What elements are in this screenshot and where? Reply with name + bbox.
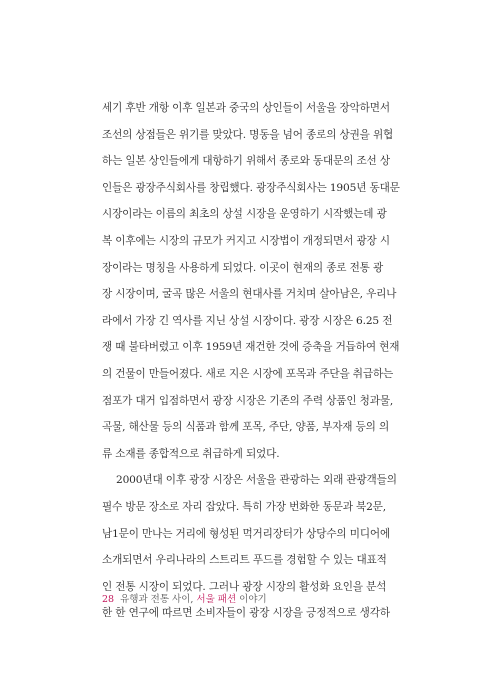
text-line: 하는 일본 상인들에게 대항하기 위해서 종로와 동대문의 조선 상 <box>102 155 390 168</box>
text-line: 곡물, 해산물 등의 식품과 함께 포목, 주단, 양품, 부자재 등의 의 <box>102 421 390 434</box>
series-title-accent: 서울 패션 <box>196 594 237 605</box>
page-number: 28 <box>102 594 115 605</box>
text-line: 조선의 상점들은 위기를 맞았다. 명동을 넘어 종로의 상권을 위협 <box>102 128 394 141</box>
text-line: 라에서 가장 긴 역사를 지닌 상설 시장이다. 광장 시장은 6.25 전 <box>102 314 393 327</box>
text-line: 남1문이 만나는 거리에 형성된 먹거리장터가 상당수의 미디어에 <box>102 527 391 540</box>
text-line: 인 전통 시장이 되었다. 그러나 광장 시장의 활성화 요인을 분석 <box>102 580 387 593</box>
body-text <box>102 95 400 627</box>
text-line: 시장이라는 이름의 최초의 상설 시장을 운영하기 시작했는데 광 <box>102 208 387 221</box>
text-line: 인들은 광장주식회사를 창립했다. 광장주식회사는 1905년 동대문 <box>102 181 400 194</box>
text-line: 세기 후반 개항 이후 일본과 중국의 상인들이 서울을 장악하면서 <box>102 102 390 114</box>
text-line: 필수 방문 장소로 자리 잡았다. 특히 가장 번화한 동문과 북2문, <box>102 500 386 513</box>
text-line: 복 이후에는 시장의 규모가 커지고 시장법이 개정되면서 광장 시 <box>102 234 390 247</box>
text-line: 장 시장이며, 굴곡 많은 서울의 현대사를 거치며 살아남은, 우리나 <box>102 288 397 301</box>
text-line: 점포가 대거 입점하면서 광장 시장은 기존의 주력 상품인 청과물, <box>102 394 394 407</box>
series-title-suffix: 이야기 <box>236 594 267 605</box>
series-title-prefix: 유행과 전통 사이, <box>120 594 197 605</box>
text-line: 쟁 때 불타버렸고 이후 1959년 재건한 것에 증축을 거듭하여 현재 <box>102 341 400 354</box>
text-line: 장이라는 명칭을 사용하게 되었다. 이곳이 현재의 종로 전통 광 <box>102 261 384 274</box>
text-line: 의 건물이 만들어졌다. 새로 지은 시장에 포목과 주단을 취급하는 <box>102 367 394 380</box>
page-footer <box>102 592 267 608</box>
paragraph-start-line: 2000년대 이후 광장 시장은 서울을 관광하는 외래 관광객들의 <box>116 474 397 487</box>
text-line: 류 소재를 종합적으로 취급하게 되었다. <box>102 447 280 460</box>
text-line: 소개되면서 우리나라의 스트리트 푸드를 경험할 수 있는 대표적 <box>102 554 387 567</box>
text-line: 한 한 연구에 따르면 소비자들이 광장 시장을 긍정적으로 생각하 <box>102 607 390 620</box>
